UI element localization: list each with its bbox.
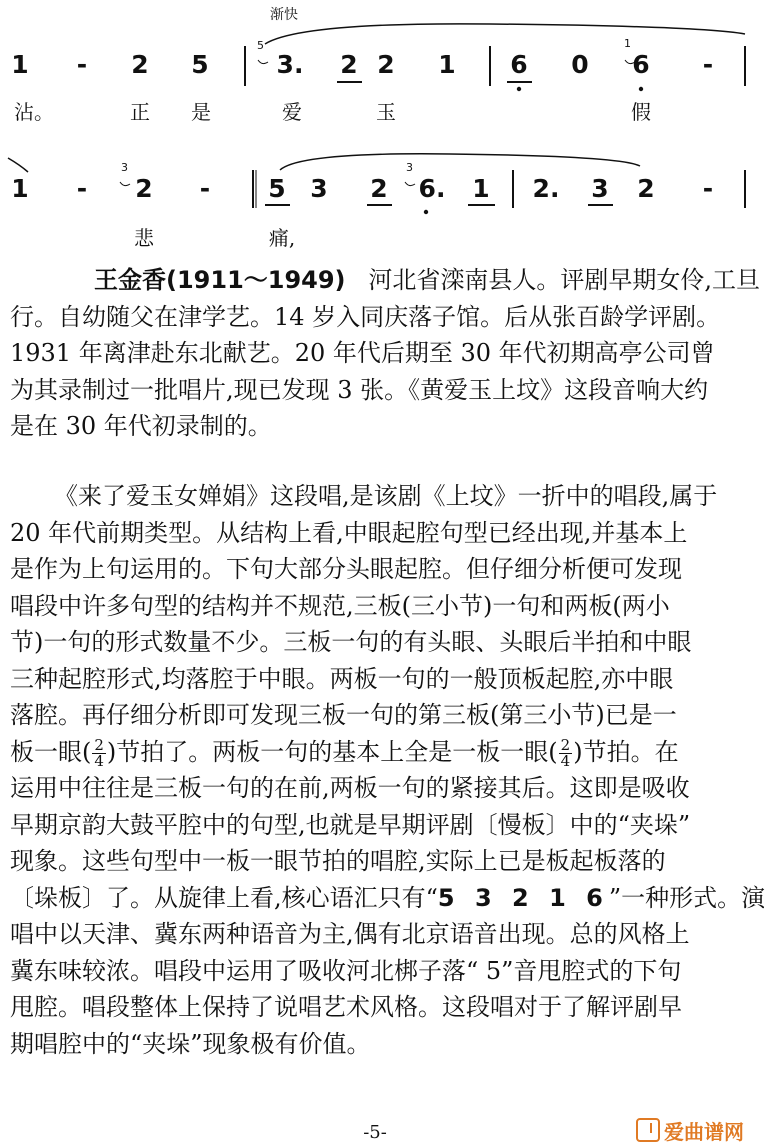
slur xyxy=(280,154,640,170)
lyric: 玉 xyxy=(376,100,396,124)
lyric: 正 xyxy=(130,100,150,124)
bio-line: 行。自幼随父在津学艺。14 岁入同庆落子馆。后从张百龄学评剧。 xyxy=(10,302,721,331)
text-fragment: )节拍了。两板一句的基本上全是一板一眼( xyxy=(106,737,558,766)
grace-tie xyxy=(258,60,268,64)
fraction-numerator: 2 xyxy=(94,735,104,754)
lyric: 痛, xyxy=(268,226,296,250)
analysis-line: 三种起腔形式,均落腔于中眼。两板一句的一般顶板起腔,亦中眼 xyxy=(10,664,674,693)
note: 1 xyxy=(438,50,456,79)
note: 1 xyxy=(11,174,29,203)
note: 6 xyxy=(510,50,528,79)
page-number: -5- xyxy=(363,1122,387,1143)
lyric: 是 xyxy=(191,100,211,124)
analysis-line: 节)一句的形式数量不少。三板一句的有头眼、头眼后半拍和中眼 xyxy=(10,628,692,656)
logo-icon xyxy=(636,1118,660,1142)
bio-line: 河北省滦南县人。评剧早期女伶,工旦 xyxy=(368,266,761,294)
lyric: 沾。 xyxy=(14,100,54,124)
note: 5 xyxy=(268,174,286,203)
analysis-line-fraction xyxy=(10,734,745,771)
note: - xyxy=(76,174,88,203)
grace-tie xyxy=(120,182,130,186)
analysis-line: 冀东味较浓。唱段中运用了吸收河北梆子落“ 5”音甩腔式的下句 xyxy=(10,956,682,985)
note: 3 xyxy=(591,174,609,203)
note: - xyxy=(702,50,714,79)
analysis-line: 落腔。再仔细分析即可发现三板一句的第三板(第三小节)已是一 xyxy=(10,701,677,729)
fraction-numerator: 2 xyxy=(560,735,571,754)
analysis-line: 现象。这些句型中一板一眼节拍的唱腔,实际上已是板起板落的 xyxy=(10,847,666,875)
text-fragment: 板一眼( xyxy=(10,737,92,766)
analysis-line: 期唱腔中的“夹垛”现象极有价值。 xyxy=(10,1029,371,1058)
lyric: 爱 xyxy=(282,100,302,124)
note: - xyxy=(199,174,211,203)
text-fragment: 〔垛板〕了。从旋律上看,核心语汇只有“ xyxy=(10,883,438,912)
note: - xyxy=(702,174,714,203)
slur xyxy=(8,158,28,172)
site-watermark xyxy=(636,1118,744,1145)
grace-note: 5 xyxy=(257,39,264,52)
lyric: 悲 xyxy=(134,226,154,250)
note: 6 xyxy=(632,50,650,79)
note: - xyxy=(76,50,88,79)
bio-line: 1931 年离津赴东北献艺。20 年代后期至 30 年代初期高亭公司曾 xyxy=(10,339,715,367)
grace-note: 1 xyxy=(624,37,631,50)
analysis-line: 甩腔。唱段整体上保持了说唱艺术风格。这段唱对于了解评剧早 xyxy=(10,993,682,1021)
note: 1 xyxy=(472,174,490,203)
analysis-line: 《来了爱玉女婵娟》这段唱,是该剧《上坟》一折中的唱段,属于 xyxy=(54,482,718,510)
note: 2 xyxy=(135,174,153,203)
tempo-marking: 渐快 xyxy=(270,7,298,23)
note: 2 xyxy=(637,174,655,203)
note: 2 xyxy=(340,50,358,79)
fraction-denominator: 4 xyxy=(560,751,571,770)
text-fragment: )节拍。在 xyxy=(573,737,679,766)
lyric: 假 xyxy=(631,100,651,124)
bio-paragraph xyxy=(10,262,761,445)
text-fragment: ”一种形式。演 xyxy=(608,883,765,912)
note: 2 xyxy=(377,50,395,79)
watermark-text: 爱曲谱网 xyxy=(664,1120,744,1144)
note: 3. xyxy=(276,50,304,79)
grace-tie xyxy=(405,182,415,186)
note: 2. xyxy=(532,174,560,203)
jianpu-score xyxy=(0,0,750,270)
text-line xyxy=(68,262,761,299)
analysis-line: 早期京韵大鼓平腔中的句型,也就是早期评剧〔慢板〕中的“夹垛” xyxy=(10,810,691,839)
analysis-line: 唱段中许多句型的结构并不规范,三板(三小节)一句和两板(两小 xyxy=(10,591,670,620)
melodic-motif: 5 3 2 1 6 xyxy=(437,883,609,912)
time-signature-fraction xyxy=(92,735,106,770)
bio-name: 王金香(1911～1949) xyxy=(94,266,346,294)
analysis-line: 运用中往往是三板一句的在前,两板一句的紧接其后。这即是吸收 xyxy=(10,774,690,802)
low-dot xyxy=(639,87,643,91)
low-dot xyxy=(517,87,521,91)
note: 1 xyxy=(11,50,29,79)
slur xyxy=(265,24,745,44)
score-marks xyxy=(0,0,750,270)
time-signature-fraction xyxy=(559,735,573,770)
fraction-denominator: 4 xyxy=(94,751,104,770)
note: 2 xyxy=(370,174,388,203)
note: 6. xyxy=(418,174,446,203)
note: 5 xyxy=(191,50,209,79)
bio-line: 是在 30 年代初录制的。 xyxy=(10,412,272,440)
note: 0 xyxy=(571,50,589,79)
grace-note: 3 xyxy=(121,161,128,174)
analysis-paragraph xyxy=(10,478,765,1062)
low-dot xyxy=(424,210,428,214)
grace-note: 3 xyxy=(406,161,413,174)
analysis-line-motif xyxy=(10,880,765,917)
note: 2 xyxy=(131,50,149,79)
analysis-line: 20 年代前期类型。从结构上看,中眼起腔句型已经出现,并基本上 xyxy=(10,518,688,547)
note: 3 xyxy=(310,174,328,203)
analysis-line: 唱中以天津、冀东两种语音为主,偶有北京语音出现。总的风格上 xyxy=(10,920,690,948)
analysis-line: 是作为上句运用的。下句大部分头眼起腔。但仔细分析便可发现 xyxy=(10,555,682,583)
bio-line: 为其录制过一批唱片,现已发现 3 张。《黄爱玉上坟》这段音响大约 xyxy=(10,375,709,404)
